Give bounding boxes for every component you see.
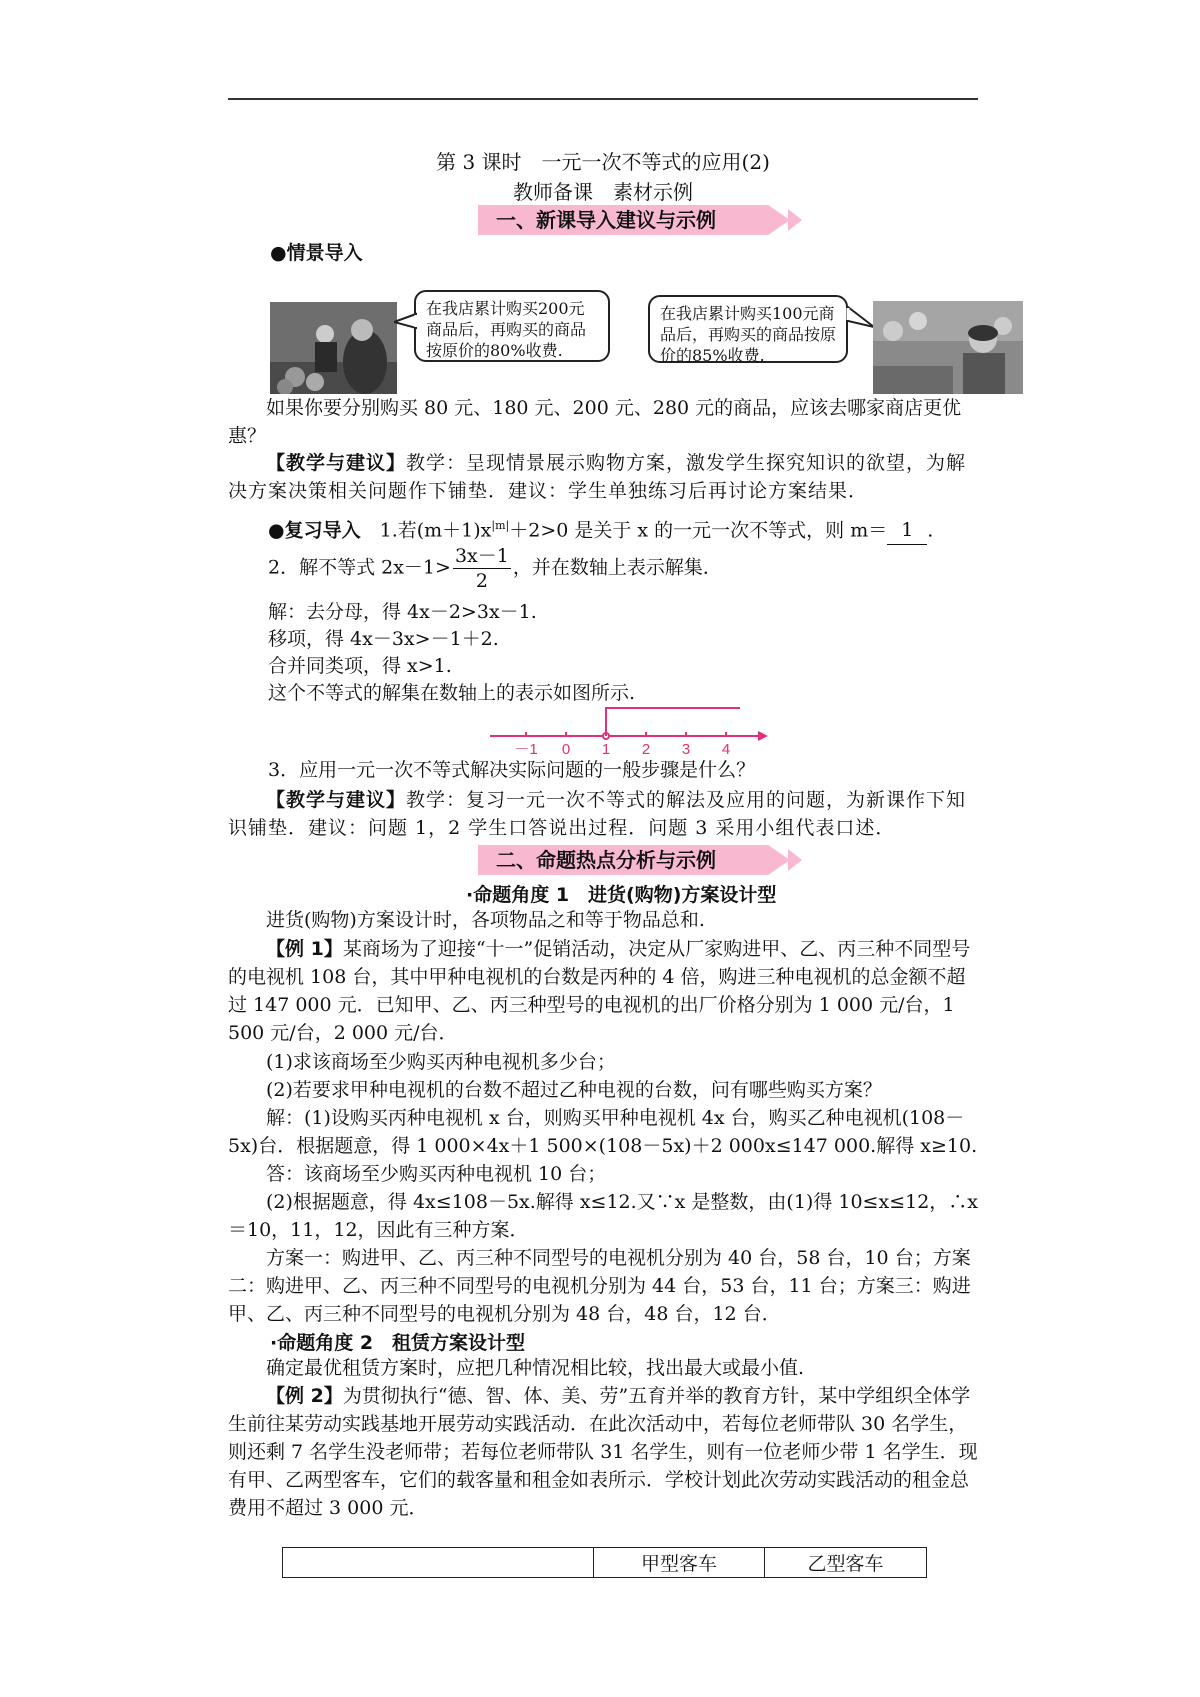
- example1-solution-2: (2)根据题意，得 4x≤108－5x.解得 x≤12.又∵x 是整数，由(1)得 10≤x≤12，∴x＝10，11，12，因此有三种方案．: [228, 1191, 979, 1241]
- q2-fraction: [453, 544, 511, 593]
- q2-suffix: ，并在数轴上表示解集．: [512, 556, 722, 579]
- axis-tick-label: 2: [641, 741, 651, 758]
- subtitle: 教师备课 素材示例: [513, 180, 693, 204]
- q1-prefix: 1.若(m＋1)x: [379, 519, 492, 542]
- lesson-title: 第 3 课时 一元一次不等式的应用(2): [436, 150, 770, 174]
- banner-arrow-icon: [768, 845, 790, 875]
- sol-line-3: 合并同类项，得 x>1.: [268, 655, 452, 677]
- bubble-right-text: 在我店累计购买100元商品后，再购买的商品按原价的85%收费.: [660, 304, 837, 365]
- advice-text: 教学：呈现情景展示购物方案，激发学生探究知识的欲望，为解决方案决策相关问题作下铺垫．建议：学生单独练习后再讨论方案结果．: [228, 452, 967, 502]
- banner-arrow-icon: [768, 205, 790, 235]
- intro-advice: [228, 449, 980, 505]
- example1-plans: 方案一：购进甲、乙、丙三种不同型号的电视机分别为 40 台，58 台，10 台；方案二：购进甲、乙、丙三种不同型号的电视机分别为 44 台，53 台，11 台；方案三：购进甲、乙、丙三种不同型号的电视机分别为 48 台，48 台，12 台．: [228, 1247, 971, 1325]
- example2-label: 【例 2】: [266, 1385, 343, 1407]
- banner-1-text: 一、新课导入建议与示例: [496, 208, 716, 232]
- angle1-tip: 进货(购物)方案设计时，各项物品之和等于物品总和.: [266, 909, 705, 931]
- axis-arrow-icon: [758, 731, 768, 741]
- q1-mid: ＋2>0 是关于 x 的一元一次不等式，则 m＝: [509, 519, 888, 542]
- review-q1: [228, 512, 980, 545]
- advice-label: 【教学与建议】: [266, 452, 407, 474]
- q2-prefix: 2．解不等式 2x－1>: [268, 556, 451, 579]
- advice-text: 教学：复习一元一次不等式的解法及应用的问题，为新课作下知识铺垫．建议：问题 1，2 学生口答说出过程．问题 3 采用小组代表口述．: [228, 789, 967, 839]
- market-photo-right-image: [873, 301, 1023, 394]
- example1: [228, 935, 980, 1047]
- axis-tick-label: 0: [561, 741, 571, 758]
- market-photo-left: [270, 302, 397, 394]
- sol-line-1: 解：去分母，得 4x－2>3x－1.: [268, 601, 537, 623]
- intro-question: 如果你要分别购买 80 元、180 元、200 元、280 元的商品，应该去哪家商店更优惠？: [228, 397, 962, 447]
- solution-set-bracket: [606, 708, 740, 736]
- banner-arrow-icon: [788, 849, 802, 871]
- bubble-left-text: 在我店累计购买200元商品后，再购买的商品按原价的80%收费.: [426, 299, 587, 360]
- review-heading: ●复习导入: [268, 519, 361, 542]
- q1-superscript: |m|: [491, 519, 510, 532]
- example2-text: 为贯彻执行“德、智、体、美、劳”五育并举的教育方针，某中学组织全体学生前往某劳动实践基地开展劳动实践活动．在此次活动中，若每位老师带队 30 名学生，则还剩 7 名学生没老师带；若每位老师带队 31 名学生，则有一位老师少带 1 名学生．现有甲、乙两型客车，它们的载客量和租金如表所示．学校计划此次劳动实践活动的租金总费用不超过 3 000 元．: [228, 1385, 978, 1519]
- top-rule: [228, 98, 978, 100]
- axis-tick-label: －1: [514, 741, 538, 758]
- example1-answer: 答：该商场至少购买丙种电视机 10 台；: [266, 1163, 607, 1185]
- review-q3: 3．应用一元一次不等式解决实际问题的一般步骤是什么？: [268, 759, 756, 781]
- table-header-row: [283, 1548, 927, 1578]
- q2-denominator: 2: [475, 570, 488, 592]
- angle2-title: ·命题角度 2 租赁方案设计型: [270, 1332, 526, 1354]
- example1-q2: (2)若要求甲种电视机的台数不超过乙种电视的台数，问有哪些购买方案？: [266, 1079, 882, 1101]
- example1-solution-1: 解：(1)设购买丙种电视机 x 台，则购买甲种电视机 4x 台，购买乙种电视机(108－5x)台．根据题意，得 1 000×4x＋1 500×(108－5x)＋2 000x≤147 000.解得 x≥10.: [228, 1107, 978, 1157]
- q1-answer: 1: [887, 516, 927, 545]
- angle1-title: ·命题角度 1 进货(购物)方案设计型: [466, 884, 777, 906]
- table-header-cell: [283, 1548, 594, 1578]
- intro-heading: ●情景导入: [270, 242, 363, 264]
- speech-bubble-right: [648, 295, 848, 363]
- section-banner-2: [478, 845, 768, 875]
- example2: [228, 1382, 980, 1522]
- table-header-cell: 甲型客车: [594, 1548, 765, 1578]
- q2-numerator: 3x－1: [454, 545, 509, 567]
- axis-tick-label: 3: [681, 741, 691, 758]
- number-line: [480, 702, 770, 758]
- table-header-cell: 乙型客车: [765, 1548, 927, 1578]
- example1-q1: (1)求该商场至少购买丙种电视机多少台；: [266, 1051, 616, 1073]
- section-banner-1: [478, 205, 768, 235]
- review-advice: [228, 786, 980, 842]
- review-q2: [228, 544, 980, 593]
- bubble-tail-left: [394, 312, 418, 332]
- market-photo-right: [873, 301, 1023, 394]
- example1-label: 【例 1】: [266, 938, 343, 960]
- axis-tick-label: 1: [601, 741, 611, 758]
- market-photo-left-image: [270, 302, 397, 394]
- speech-bubble-left: [414, 290, 610, 362]
- example1-text: 某商场为了迎接“十一”促销活动，决定从厂家购进甲、乙、丙三种不同型号的电视机 108 台，其中甲种电视机的台数是丙种的 4 倍，购进三种电视机的总金额不超过 147 000 元．已知甲、乙、丙三种型号的电视机的出厂价格分别为 1 000 元/台，1 500 元/台，2 000 元/台．: [228, 938, 971, 1044]
- advice-label: 【教学与建议】: [266, 789, 407, 811]
- sol-line-2: 移项，得 4x－3x>－1＋2.: [268, 628, 499, 650]
- banner-arrow-icon: [788, 209, 802, 231]
- bus-table: [282, 1547, 927, 1578]
- axis-tick-label: 4: [721, 741, 731, 758]
- bubble-tail-right: [846, 305, 876, 335]
- q1-end: .: [927, 519, 934, 542]
- sol-line-4: 这个不等式的解集在数轴上的表示如图所示.: [268, 682, 636, 704]
- angle2-tip: 确定最优租赁方案时，应把几种情况相比较，找出最大或最小值.: [266, 1357, 805, 1379]
- banner-2-text: 二、命题热点分析与示例: [496, 848, 716, 872]
